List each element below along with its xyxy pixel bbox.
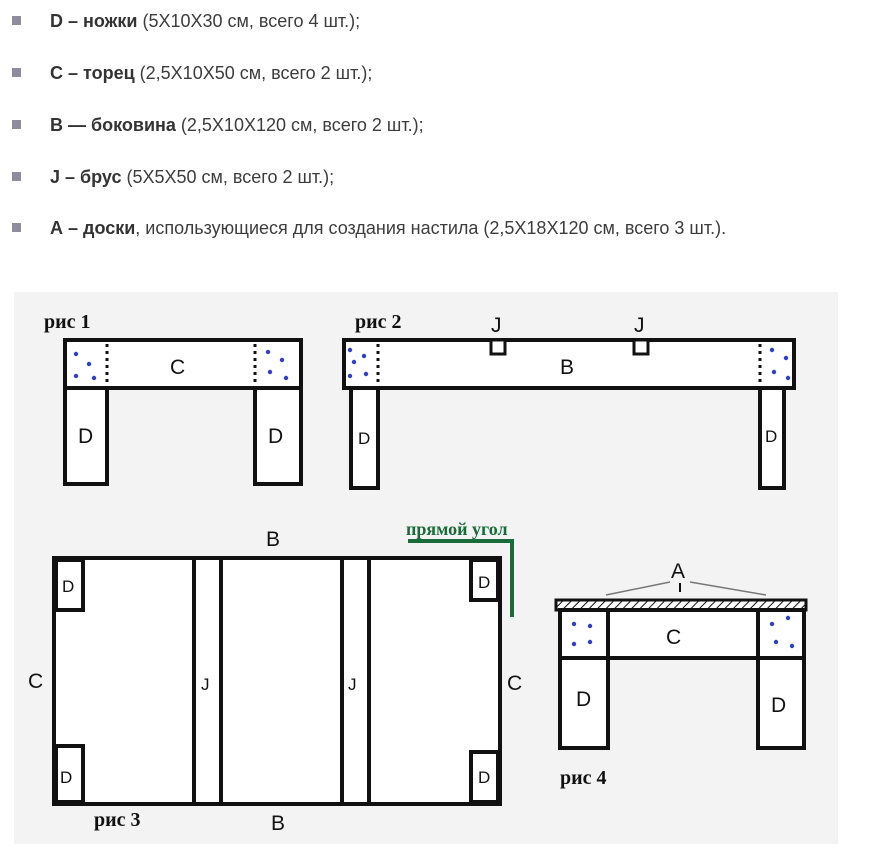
label-d: D <box>576 688 592 711</box>
right-angle-label: прямой угол <box>406 519 508 539</box>
label-d: D <box>78 425 94 448</box>
label-c: C <box>170 356 186 379</box>
part-dims: (2,5Х10Х50 см, всего 2 шт.); <box>134 63 373 83</box>
fig2-caption: рис 2 <box>355 311 402 333</box>
label-d: D <box>268 425 284 448</box>
assembly-diagram <box>14 292 838 844</box>
figure-2 <box>344 311 794 488</box>
label-b: B <box>271 812 286 835</box>
bullet-icon <box>12 172 21 181</box>
part-dims: (5Х10Х30 см, всего 4 шт.); <box>137 11 361 31</box>
bullet-icon <box>12 223 21 232</box>
part-name: D – ножки <box>50 11 138 31</box>
part-name: А – доски <box>50 218 136 238</box>
label-j: J <box>491 314 502 337</box>
part-dims: (5Х5Х50 см, всего 2 шт.); <box>121 167 335 187</box>
part-text <box>50 60 820 86</box>
fig3-caption: рис 3 <box>94 809 141 831</box>
label-a: A <box>671 560 686 583</box>
part-text <box>50 215 820 241</box>
label-d: D <box>771 694 787 717</box>
figure-4 <box>556 560 806 789</box>
fig4-caption: рис 4 <box>560 767 607 789</box>
pointer-line <box>690 582 766 595</box>
part-name: С – торец <box>50 63 135 83</box>
part-dims: (2,5Х10Х120 см, всего 2 шт.); <box>175 115 424 135</box>
part-text <box>50 8 820 34</box>
label-c: C <box>666 626 682 649</box>
label-b: B <box>266 528 281 551</box>
fig1-caption: рис 1 <box>44 311 91 333</box>
end-board-c <box>560 610 804 658</box>
label-d: D <box>765 427 778 446</box>
part-dims: , использующиеся для создания настила (2,5Х18Х120 см, всего 3 шт.). <box>135 218 727 238</box>
label-j: J <box>348 675 357 694</box>
bullet-icon <box>12 120 21 129</box>
label-c: C <box>507 672 523 695</box>
part-text <box>50 164 820 190</box>
label-d: D <box>62 577 75 596</box>
part-name: J – брус <box>50 167 122 187</box>
bullet-icon <box>12 68 21 77</box>
label-d: D <box>478 768 491 787</box>
joist-j <box>491 340 505 354</box>
label-d: D <box>358 429 371 448</box>
label-j: J <box>634 314 645 337</box>
assembly-diagram-svg <box>14 292 838 844</box>
label-b: B <box>560 356 575 379</box>
figure-3 <box>28 519 522 835</box>
part-text <box>50 112 820 138</box>
pointer-line <box>606 582 670 595</box>
label-c: C <box>28 670 44 693</box>
joist-j <box>634 340 648 354</box>
label-d: D <box>60 768 73 787</box>
label-d: D <box>478 573 491 592</box>
figure-1 <box>44 311 301 484</box>
bullet-icon <box>12 16 21 25</box>
label-j: J <box>201 675 210 694</box>
frame-top-view <box>54 558 500 804</box>
part-name: В — боковина <box>50 115 176 135</box>
